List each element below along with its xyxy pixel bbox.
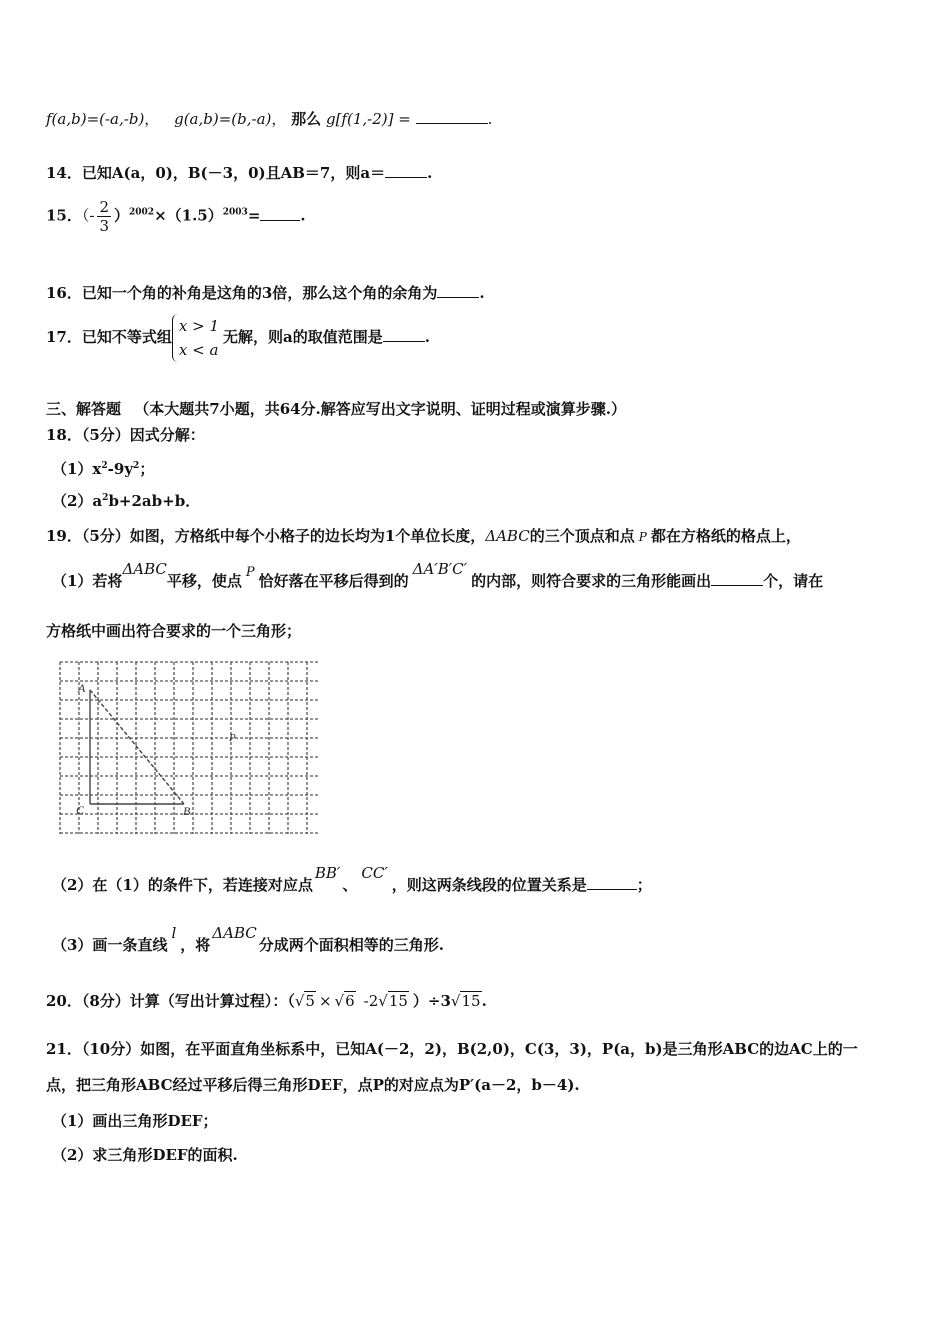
q20-close: ）÷3 [412,992,451,1010]
q19-head-mid: 的三个顶点和点 [529,527,635,545]
q20-r4: 15 [461,992,481,1010]
q20-sqrt1: √5 [294,992,315,1010]
q19-head-abc: ΔABC [485,527,530,545]
q13-sep2: ， [271,110,287,128]
q19-p3-abc: ΔABC [212,924,257,942]
q13-line [46,108,492,129]
q13-answer-blank[interactable] [416,109,488,124]
q19-p2-pre: （2）在（1）的条件下，若连接对应点 [52,876,313,894]
q16-line [46,282,485,303]
q19-p1-mid3: 的内部，则符合要求的三角形能画出 [471,572,712,590]
q19-head-end: 都在方格纸的格点上， [650,527,801,545]
q15-line [46,198,306,235]
triangle-side-AB [90,690,184,804]
label-B: B [183,804,191,818]
q20-r3: 15 [388,992,408,1010]
q17-end: . [424,328,430,346]
q19-part3 [52,924,444,955]
q15-fraction [97,198,111,235]
q19-head-p: P [638,530,647,544]
q14-line [46,162,432,183]
q21-part1: （1）画出三角形DEF； [52,1112,218,1130]
section3-heading [46,398,626,419]
q15-frac-num: 2 [99,198,109,216]
q13-expr: g[f(1,-2)] [325,110,394,128]
q18-p2-sup: 2 [102,493,109,503]
section3-title: 三、解答题 [46,400,122,418]
q20-minus: -2 [363,992,379,1010]
q15-exp1: 2002 [129,207,155,218]
q16-end: . [479,284,485,302]
q17-prefix: 17．已知不等式组 [46,328,172,346]
q18-p1-sup2: 2 [133,461,140,471]
q15-eq: = [247,206,261,225]
q19-part1-line2: 方格纸中画出符合要求的一个三角形； [46,622,302,640]
q19-p1-pre: （1）若将 [52,572,123,590]
q19-p1-p: P [245,565,255,580]
q19-p1-answer-blank[interactable] [711,571,763,586]
q19-part2 [52,864,652,895]
q20-sqrt3: √15 [378,992,408,1010]
q19-p2-sep: 、 [342,876,358,894]
q19-p1-mid2: 恰好落在平移后得到的 [258,572,409,590]
q21-part2: （2）求三角形DEF的面积. [52,1146,238,1164]
q19-p1-mid1: 平移，使点 [166,572,242,590]
q18-part1 [52,458,154,479]
q19-p2-cc: CC′ [361,864,388,882]
q20-sqrt4: √15 [450,992,481,1010]
q19-p2-bb: BB′ [314,864,341,882]
q17-answer-blank[interactable] [383,327,425,342]
q15-open: （- [81,206,95,225]
q13-eq: = [398,110,411,128]
q15-end: . [300,206,306,225]
q17-ineq1: x > 1 [178,317,219,335]
q14-end: . [427,164,433,182]
q19-p3-pre: （3）画一条直线 [52,936,168,954]
q13-then: 那么 [291,110,322,128]
q19-p3-l: l [171,924,177,942]
q19-p3-end: 分成两个面积相等的三角形. [258,936,444,954]
q15-times: ×（1.5） [154,206,223,225]
q17-system [172,314,219,362]
q14-answer-blank[interactable] [385,163,427,178]
q18-p1-sup1: 2 [101,461,108,471]
q15-num: 15． [46,206,82,225]
section3-desc: （本大题共7小题，共64分.解答应写出文字说明、证明过程或演算步骤.） [134,400,627,418]
q18-p1-mid: -9y [107,460,134,478]
q15-frac-den: 3 [99,217,109,235]
q18-p1-end: ； [139,460,155,478]
q19-head-pre: 19．（5分）如图，方格纸中每个小格子的边长均为1个单位长度， [46,527,486,545]
q19-p3-mid: ，将 [180,936,211,954]
q21-line2: 点，把三角形ABC经过平移后得三角形DEF，点P的对应点为P′(a－2，b－4). [46,1076,580,1094]
q18-p2-end: b+2ab+b． [108,492,201,510]
q17-suffix: 无解，则a的取值范围是 [222,328,383,346]
q20-times: × [318,992,332,1010]
q13-end: . [487,110,493,128]
q15-close: ） [114,206,130,225]
q18-head: 18．（5分）因式分解： [46,426,205,444]
q18-p2-pre: （2）a [52,492,103,510]
q19-p1-end: 个，请在 [763,572,824,590]
q21-line1: 21．（10分）如图，在平面直角坐标系中，已知A(－2，2)，B(2,0)，C(3，3)，P(a，b)是三角形ABC的边AC上的一 [46,1040,858,1058]
label-A: A [78,681,86,695]
q15-exp2: 2003 [222,207,248,218]
q16-answer-blank[interactable] [437,283,479,298]
q19-grid-figure [58,660,322,836]
q19-p1-abc: ΔABC [122,560,167,578]
q20-end: . [481,992,487,1010]
q13-sep1: ， [144,110,160,128]
q19-p2-mid: ，则这两条线段的位置关系是 [391,876,587,894]
q17-line [46,314,430,362]
q20-pre: 20．（8分）计算（写出计算过程）：（ [46,992,295,1010]
q13-g-def: g(a,b)=(b,-a) [174,110,272,128]
q19-head [46,525,801,546]
q18-part2 [52,490,200,511]
q20-r2: 6 [345,992,355,1010]
q19-p2-end: ； [636,876,652,894]
label-C: C [76,803,85,817]
q16-text: 16．已知一个角的补角是这角的3倍，那么这个角的余角为 [46,284,438,302]
q19-p2-answer-blank[interactable] [587,875,637,890]
q15-answer-blank[interactable] [260,206,300,221]
q20-sqrt2: √6 [334,992,355,1010]
q18-p1-pre: （1）x [52,460,102,478]
q19-p1-abc2: ΔA′B′C′ [412,560,468,578]
q13-f-def: f(a,b)=(-a,-b) [46,110,145,128]
q14-text: 14．已知A(a，0)，B(－3，0)且AB＝7，则a＝ [46,164,386,182]
q17-ineq2: x < a [178,341,219,359]
label-P: P [229,732,236,744]
q20-r1: 5 [305,992,315,1010]
q20-line [46,990,487,1011]
q19-part1 [52,560,824,591]
